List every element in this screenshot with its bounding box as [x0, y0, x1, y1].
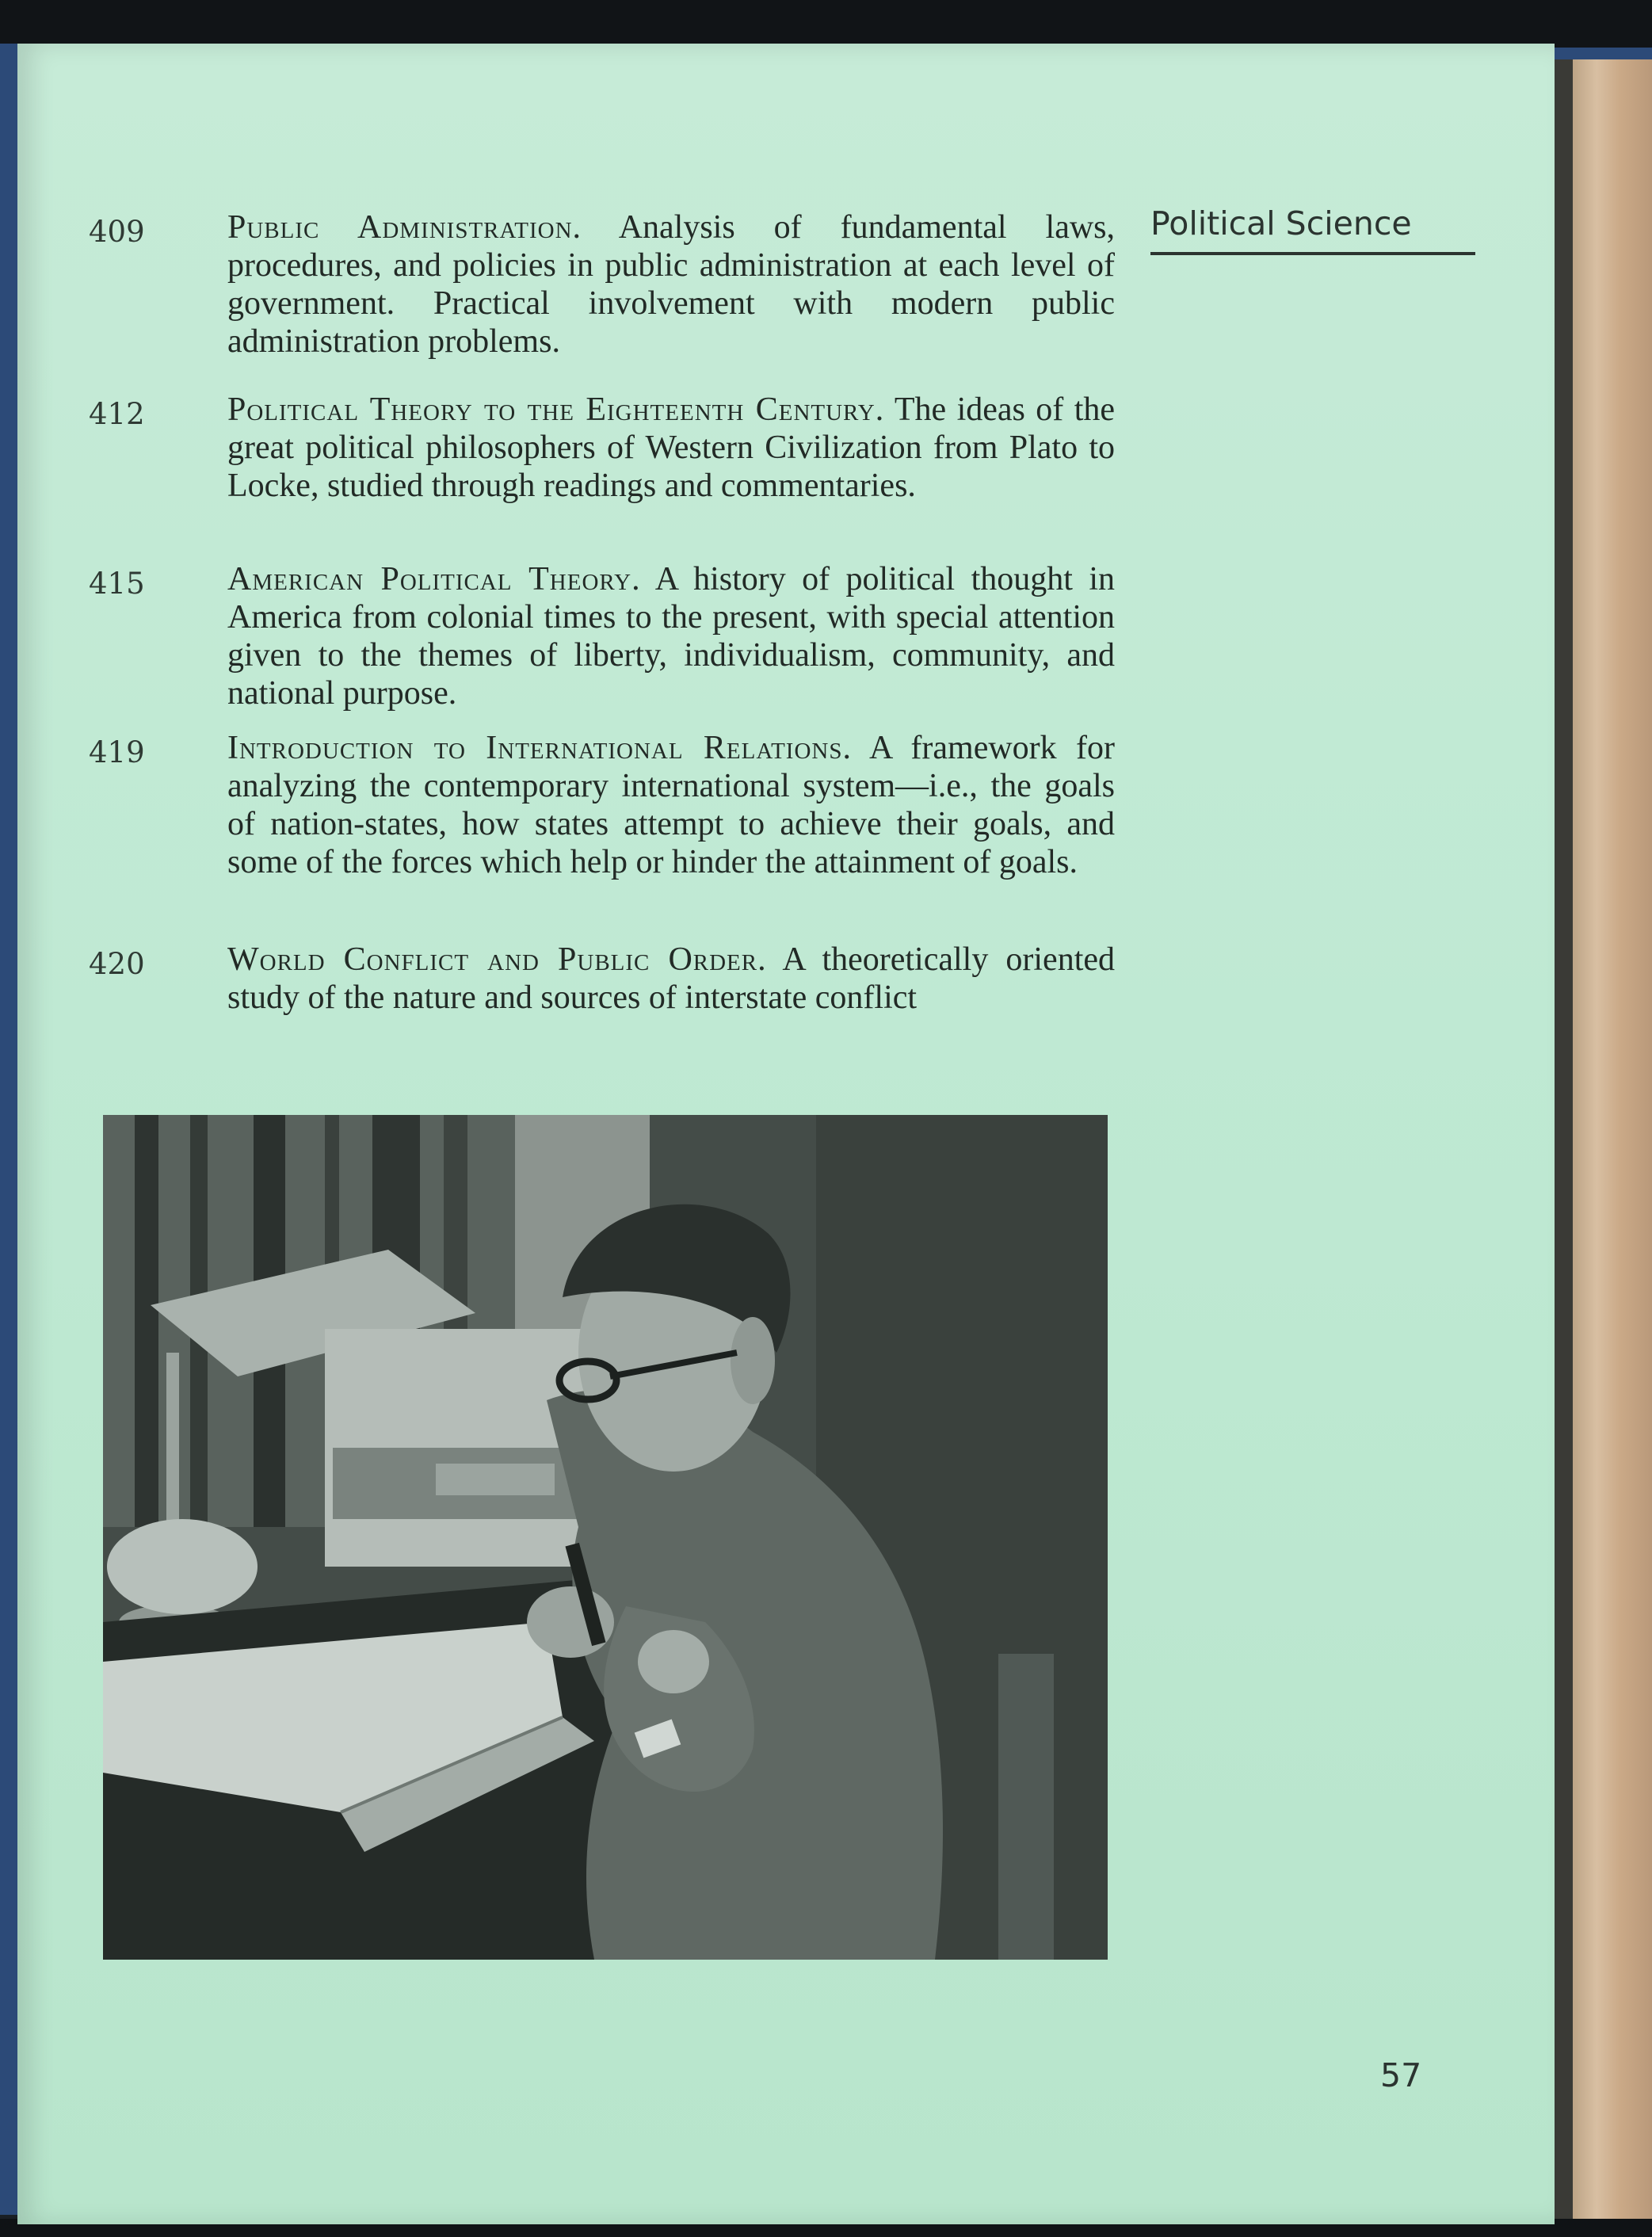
course-description: A history of political thought in America from colonial times to the present, with special attention given to the themes of liberty, individualism, community, and national purpose. [227, 561, 1115, 712]
top-edge [0, 0, 1652, 48]
course-number: 419 [89, 735, 145, 769]
course-title: World Conflict and Public Order. [227, 941, 767, 978]
course-title: American Political Theory. [227, 561, 641, 597]
course-description: A theoretically oriented study of the nature and sources of interstate conflict [227, 941, 1116, 1016]
course-text [227, 208, 1115, 361]
student-photo [103, 1115, 1108, 1960]
page-gutter [1553, 59, 1573, 2237]
page-stack-edge [1573, 59, 1652, 2237]
student-photo-illustration [103, 1115, 1108, 1960]
course-title: Political Theory to the Eighteenth Century. [227, 391, 885, 428]
course-text [227, 941, 1115, 1017]
course-text [227, 391, 1115, 505]
section-heading: Political Science [1150, 204, 1475, 255]
course-title: Public Administration. [227, 209, 582, 246]
course-number: 420 [89, 947, 145, 981]
course-title: Introduction to International Relations. [227, 730, 852, 766]
course-text [227, 729, 1115, 881]
page-number: 57 [1380, 2056, 1422, 2094]
course-number: 415 [89, 567, 145, 601]
course-description: A framework for analyzing the contemporary international system—i.e., the goals of nation-states, how states attempt to achieve their goals, and some of the forces which help or hinder the attainment of goals. [227, 730, 1115, 880]
course-text [227, 560, 1115, 712]
course-description: Analysis of fundamental laws, procedures, and policies in public administration at each level of government. Practical involvement with modern public administration problems. [227, 209, 1116, 360]
course-number: 412 [89, 397, 145, 431]
course-number: 409 [89, 215, 145, 249]
course-description: The ideas of the great political philosophers of Western Civilization from Plato to Locke, studied through readings and commentaries. [227, 391, 1116, 504]
catalog-page [17, 44, 1555, 2224]
